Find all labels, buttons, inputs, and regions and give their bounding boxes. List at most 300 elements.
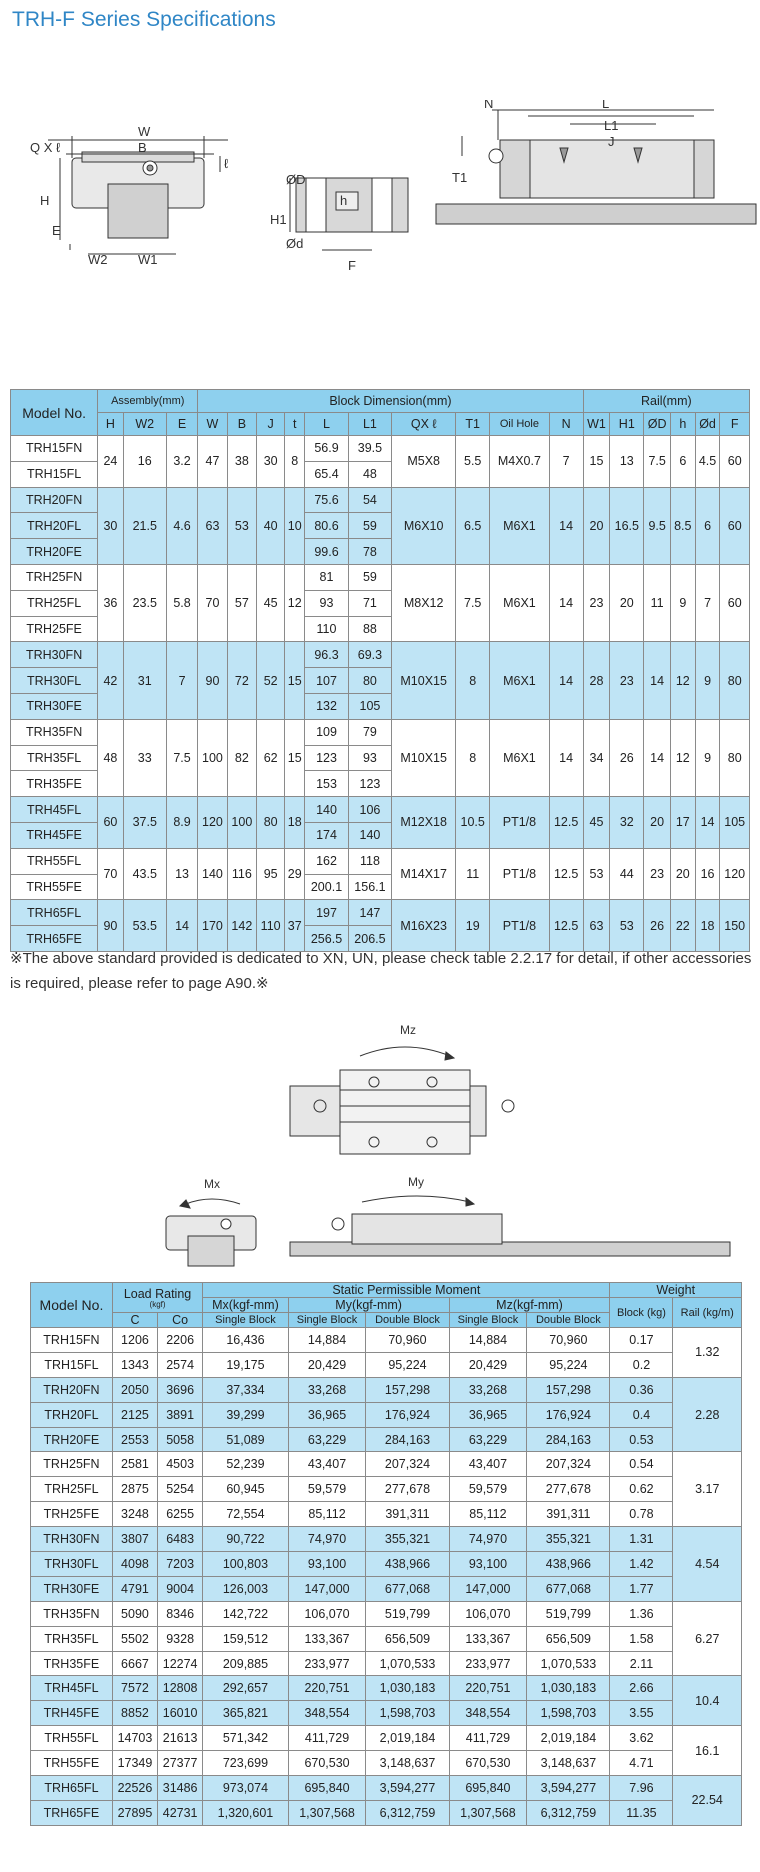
table-cell: 159,512 <box>203 1626 288 1651</box>
table-cell: 8346 <box>158 1601 203 1626</box>
table-cell: 70,960 <box>366 1328 449 1353</box>
table-cell: 12274 <box>158 1651 203 1676</box>
header-single-block: Single Block <box>288 1313 366 1328</box>
table-cell: 209,885 <box>203 1651 288 1676</box>
table-cell: 53 <box>610 900 644 952</box>
header-weight: Weight <box>610 1283 742 1298</box>
table-row <box>31 1352 742 1377</box>
model-cell: TRH65FE <box>11 926 98 952</box>
table-cell: 37 <box>285 900 305 952</box>
table-cell: 14 <box>644 642 671 719</box>
table-cell: 1.58 <box>610 1626 673 1651</box>
table-cell: 973,074 <box>203 1776 288 1801</box>
table-row <box>31 1676 742 1701</box>
table-cell: 4.71 <box>610 1751 673 1776</box>
table-cell: 52 <box>257 642 285 719</box>
table-cell: 8 <box>456 719 490 796</box>
table-cell: 12808 <box>158 1676 203 1701</box>
table-cell: 16.5 <box>610 487 644 564</box>
table-cell: 15 <box>285 642 305 719</box>
table-row <box>31 1477 742 1502</box>
table-cell: 51,089 <box>203 1427 288 1452</box>
table-cell: 60,945 <box>203 1477 288 1502</box>
header-double-block: Double Block <box>366 1313 449 1328</box>
table-cell: 116 <box>227 848 256 900</box>
table-cell: 79 <box>348 719 391 745</box>
table-row <box>31 1427 742 1452</box>
table-cell: 107 <box>305 668 348 694</box>
table-cell: M6X1 <box>490 564 549 641</box>
column-header: H1 <box>610 413 644 436</box>
table-cell: 12.5 <box>549 797 583 849</box>
table-cell: 2,019,184 <box>527 1726 610 1751</box>
table-cell: 15 <box>583 436 610 488</box>
table-cell: 14 <box>549 487 583 564</box>
table-cell: 11.35 <box>610 1800 673 1825</box>
column-header: E <box>166 413 197 436</box>
table-cell: 1,307,568 <box>288 1800 366 1825</box>
header-model-no: Model No. <box>11 390 98 436</box>
model-cell: TRH20FE <box>31 1427 113 1452</box>
table-cell: 23 <box>583 564 610 641</box>
table-cell: 70 <box>198 564 227 641</box>
table-cell: 118 <box>348 848 391 874</box>
table-cell: M4X0.7 <box>490 436 549 488</box>
table-cell: 220,751 <box>288 1676 366 1701</box>
table-cell: 90 <box>198 642 227 719</box>
table-cell: 6,312,759 <box>527 1800 610 1825</box>
rail-weight-cell: 4.54 <box>673 1527 742 1602</box>
table-row <box>31 1552 742 1577</box>
table-cell: 670,530 <box>288 1751 366 1776</box>
table-row <box>31 1502 742 1527</box>
model-cell: TRH25FE <box>31 1502 113 1527</box>
label-l: L <box>602 100 610 111</box>
table-cell: 391,311 <box>366 1502 449 1527</box>
table-cell: 53 <box>227 487 256 564</box>
table-cell: 3248 <box>112 1502 157 1527</box>
table-cell: 147,000 <box>288 1576 366 1601</box>
table-row <box>11 848 750 874</box>
table-cell: PT1/8 <box>490 848 549 900</box>
table-cell: 23 <box>644 848 671 900</box>
table-cell: 1,598,703 <box>527 1701 610 1726</box>
table-cell: 60 <box>720 564 750 641</box>
table-row <box>11 797 750 823</box>
table-cell: 23 <box>610 642 644 719</box>
table-cell: 1,598,703 <box>366 1701 449 1726</box>
table-cell: 24 <box>98 436 123 488</box>
table-cell: 220,751 <box>449 1676 527 1701</box>
table-cell: 207,324 <box>366 1452 449 1477</box>
load-rating-table <box>30 1282 742 1826</box>
model-cell: TRH25FL <box>31 1477 113 1502</box>
table-cell: 106 <box>348 797 391 823</box>
table-cell: 57 <box>227 564 256 641</box>
model-cell: TRH35FE <box>31 1651 113 1676</box>
rail-weight-cell: 2.28 <box>673 1377 742 1452</box>
table-cell: 22 <box>670 900 695 952</box>
table-cell: 74,970 <box>449 1527 527 1552</box>
table-cell: 26 <box>610 719 644 796</box>
table-cell: 6.5 <box>456 487 490 564</box>
label-e: E <box>52 223 61 238</box>
header-single-block: Single Block <box>449 1313 527 1328</box>
table-cell: 28 <box>583 642 610 719</box>
table-cell: 7.96 <box>610 1776 673 1801</box>
model-cell: TRH30FN <box>31 1527 113 1552</box>
table-cell: 7203 <box>158 1552 203 1577</box>
table-cell: 3,594,277 <box>527 1776 610 1801</box>
table-row <box>31 1377 742 1402</box>
header-static-moment: Static Permissible Moment <box>203 1283 610 1298</box>
table-cell: 140 <box>348 822 391 848</box>
table-cell: 0.54 <box>610 1452 673 1477</box>
model-cell: TRH20FN <box>11 487 98 513</box>
table-header-row <box>11 390 750 413</box>
table-cell: 90 <box>98 900 123 952</box>
table-cell: 96.3 <box>305 642 348 668</box>
table-cell: 95 <box>257 848 285 900</box>
table-cell: 206.5 <box>348 926 391 952</box>
table-cell: 33,268 <box>449 1377 527 1402</box>
table-cell: 7.5 <box>644 436 671 488</box>
table-cell: 60 <box>98 797 123 849</box>
table-cell: 81 <box>305 564 348 590</box>
table-cell: 3696 <box>158 1377 203 1402</box>
column-header: F <box>720 413 750 436</box>
column-header: W2 <box>123 413 166 436</box>
table-row <box>11 719 750 745</box>
table-cell: 9328 <box>158 1626 203 1651</box>
header-my: My(kgf-mm) <box>288 1298 449 1313</box>
table-cell: M8X12 <box>392 564 456 641</box>
table-cell: 93,100 <box>288 1552 366 1577</box>
table-cell: 72,554 <box>203 1502 288 1527</box>
header-model-no: Model No. <box>31 1283 113 1328</box>
table-cell: 3.62 <box>610 1726 673 1751</box>
model-cell: TRH25FN <box>31 1452 113 1477</box>
table-cell: 4098 <box>112 1552 157 1577</box>
table-cell: 348,554 <box>288 1701 366 1726</box>
table-cell: 176,924 <box>366 1402 449 1427</box>
table-cell: 15 <box>285 719 305 796</box>
table-cell: 52,239 <box>203 1452 288 1477</box>
table-cell: 9.5 <box>644 487 671 564</box>
table-cell: 11 <box>644 564 671 641</box>
table-cell: 2875 <box>112 1477 157 1502</box>
model-cell: TRH45FL <box>11 797 98 823</box>
table-row <box>31 1701 742 1726</box>
table-cell: 7 <box>695 564 720 641</box>
table-cell: PT1/8 <box>490 900 549 952</box>
table-cell: 36,965 <box>449 1402 527 1427</box>
moment-diagram <box>0 1010 760 1272</box>
table-cell: 140 <box>305 797 348 823</box>
table-cell: 19 <box>456 900 490 952</box>
table-cell: 355,321 <box>527 1527 610 1552</box>
column-header: W1 <box>583 413 610 436</box>
dimension-diagram <box>0 100 760 300</box>
rail-weight-cell: 3.17 <box>673 1452 742 1527</box>
model-cell: TRH25FL <box>11 590 98 616</box>
model-cell: TRH15FL <box>11 461 98 487</box>
table-cell: 695,840 <box>288 1776 366 1801</box>
page-title: TRH-F Series Specifications <box>12 8 276 31</box>
table-cell: 53 <box>583 848 610 900</box>
column-header: L <box>305 413 348 436</box>
table-cell: 18 <box>285 797 305 849</box>
table-cell: 38 <box>227 436 256 488</box>
table-cell: 106,070 <box>449 1601 527 1626</box>
table-cell: 48 <box>348 461 391 487</box>
model-cell: TRH55FL <box>11 848 98 874</box>
table-row <box>31 1452 742 1477</box>
label-f: F <box>348 258 356 273</box>
model-cell: TRH35FL <box>11 745 98 771</box>
table-cell: 677,068 <box>366 1576 449 1601</box>
model-cell: TRH20FE <box>11 539 98 565</box>
table-cell: 2553 <box>112 1427 157 1452</box>
label-n: N <box>484 100 494 111</box>
table-cell: 1343 <box>112 1352 157 1377</box>
table-header-row <box>31 1283 742 1298</box>
table-cell: 14,884 <box>449 1328 527 1353</box>
table-cell: 7572 <box>112 1676 157 1701</box>
column-header: L1 <box>348 413 391 436</box>
column-header: ØD <box>644 413 671 436</box>
table-cell: 7 <box>549 436 583 488</box>
table-cell: 42 <box>98 642 123 719</box>
table-cell: 3.2 <box>166 436 197 488</box>
table-cell: 14 <box>549 564 583 641</box>
table-cell: 233,977 <box>449 1651 527 1676</box>
table-cell: 60 <box>720 487 750 564</box>
table-cell: M6X1 <box>490 719 549 796</box>
table-cell: 20,429 <box>288 1352 366 1377</box>
table-cell: 277,678 <box>527 1477 610 1502</box>
table-cell: 14 <box>166 900 197 952</box>
table-row <box>31 1776 742 1801</box>
table-cell: 42731 <box>158 1800 203 1825</box>
table-cell: 6483 <box>158 1527 203 1552</box>
table-row <box>31 1751 742 1776</box>
header-load-rating-label: Load Rating <box>123 1286 192 1301</box>
table-cell: 157,298 <box>527 1377 610 1402</box>
table-cell: 6255 <box>158 1502 203 1527</box>
column-header: H <box>98 413 123 436</box>
table-cell: 48 <box>98 719 123 796</box>
table-cell: 438,966 <box>366 1552 449 1577</box>
table-cell: 59 <box>348 513 391 539</box>
table-cell: 9 <box>695 719 720 796</box>
column-header: W <box>198 413 227 436</box>
table-cell: 82 <box>227 719 256 796</box>
table-cell: 59,579 <box>449 1477 527 1502</box>
table-cell: 1206 <box>112 1328 157 1353</box>
table-cell: M5X8 <box>392 436 456 488</box>
label-qxl: Q X ℓ <box>30 140 61 155</box>
table-cell: 365,821 <box>203 1701 288 1726</box>
table-cell: 30 <box>257 436 285 488</box>
table-row <box>31 1402 742 1427</box>
table-cell: 43,407 <box>449 1452 527 1477</box>
table-cell: 6 <box>695 487 720 564</box>
table-cell: 63,229 <box>449 1427 527 1452</box>
table-cell: 123 <box>348 771 391 797</box>
header-co: Co <box>158 1313 203 1328</box>
table-cell: 80 <box>720 719 750 796</box>
model-cell: TRH25FE <box>11 616 98 642</box>
footnote: ※The above standard provided is dedicated to XN, UN, please check table 2.2.17 for detail, if other accessories is required, please refer to page A90.※ <box>10 950 752 992</box>
table-cell: 3,594,277 <box>366 1776 449 1801</box>
table-cell: PT1/8 <box>490 797 549 849</box>
table-cell: M10X15 <box>392 719 456 796</box>
table-cell: 80 <box>720 642 750 719</box>
table-cell: 56.9 <box>305 436 348 462</box>
table-cell: 120 <box>198 797 227 849</box>
table-cell: 176,924 <box>527 1402 610 1427</box>
table-cell: 20 <box>644 797 671 849</box>
table-cell: 93,100 <box>449 1552 527 1577</box>
table-cell: 12.5 <box>549 848 583 900</box>
table-cell: 12.5 <box>549 900 583 952</box>
table-cell: 519,799 <box>527 1601 610 1626</box>
table-cell: 14 <box>695 797 720 849</box>
label-od-small: Ød <box>286 236 304 251</box>
table-cell: 153 <box>305 771 348 797</box>
header-block-kg: Block (kg) <box>610 1298 673 1328</box>
table-cell: 14 <box>549 719 583 796</box>
table-cell: 126,003 <box>203 1576 288 1601</box>
table-cell: 20 <box>670 848 695 900</box>
table-row <box>31 1601 742 1626</box>
column-header: T1 <box>456 413 490 436</box>
table-cell: 37,334 <box>203 1377 288 1402</box>
table-cell: 9 <box>695 642 720 719</box>
table-cell: 95,224 <box>366 1352 449 1377</box>
model-cell: TRH25FN <box>11 564 98 590</box>
table-cell: M6X1 <box>490 642 549 719</box>
table-cell: 19,175 <box>203 1352 288 1377</box>
table-cell: 411,729 <box>288 1726 366 1751</box>
table-cell: 133,367 <box>288 1626 366 1651</box>
table-row <box>11 487 750 513</box>
table-cell: 174 <box>305 822 348 848</box>
table-cell: 80 <box>257 797 285 849</box>
table-cell: 10 <box>285 487 305 564</box>
column-header: B <box>227 413 256 436</box>
rail-weight-cell: 16.1 <box>673 1726 742 1776</box>
table-row <box>31 1651 742 1676</box>
table-cell: 26 <box>644 900 671 952</box>
header-rail-kgm: Rail (kg/m) <box>673 1298 742 1328</box>
table-cell: 1,320,601 <box>203 1800 288 1825</box>
table-cell: 85,112 <box>449 1502 527 1527</box>
table-cell: 156.1 <box>348 874 391 900</box>
table-cell: 1.77 <box>610 1576 673 1601</box>
table-cell: 27377 <box>158 1751 203 1776</box>
table-cell: 45 <box>583 797 610 849</box>
rail-weight-cell: 10.4 <box>673 1676 742 1726</box>
table-cell: 21.5 <box>123 487 166 564</box>
table-cell: 1,030,183 <box>527 1676 610 1701</box>
table-cell: 5.5 <box>456 436 490 488</box>
model-cell: TRH55FL <box>31 1726 113 1751</box>
table-cell: 80 <box>348 668 391 694</box>
table-cell: 16010 <box>158 1701 203 1726</box>
table-cell: 1.42 <box>610 1552 673 1577</box>
table-cell: 5058 <box>158 1427 203 1452</box>
column-header: J <box>257 413 285 436</box>
table-cell: 277,678 <box>366 1477 449 1502</box>
table-cell: 99.6 <box>305 539 348 565</box>
table-cell: 132 <box>305 693 348 719</box>
table-cell: 1.36 <box>610 1601 673 1626</box>
table-cell: 60 <box>720 436 750 488</box>
table-cell: 36 <box>98 564 123 641</box>
table-cell: 53.5 <box>123 900 166 952</box>
table-cell: 5.8 <box>166 564 197 641</box>
table-cell: 39,299 <box>203 1402 288 1427</box>
table-cell: 37.5 <box>123 797 166 849</box>
table-cell: 110 <box>305 616 348 642</box>
label-h: H <box>40 193 50 208</box>
table-cell: 207,324 <box>527 1452 610 1477</box>
model-cell: TRH45FL <box>31 1676 113 1701</box>
table-cell: 256.5 <box>305 926 348 952</box>
table-cell: 23.5 <box>123 564 166 641</box>
table-cell: 110 <box>257 900 285 952</box>
model-cell: TRH15FN <box>11 436 98 462</box>
table-cell: 33,268 <box>288 1377 366 1402</box>
label-mz: Mz <box>400 1023 416 1037</box>
model-cell: TRH65FL <box>31 1776 113 1801</box>
table-cell: 39.5 <box>348 436 391 462</box>
table-cell: 11 <box>456 848 490 900</box>
table-cell: 5502 <box>112 1626 157 1651</box>
column-header: Ød <box>695 413 720 436</box>
table-cell: 8 <box>456 642 490 719</box>
table-cell: M16X23 <box>392 900 456 952</box>
table-cell: 723,699 <box>203 1751 288 1776</box>
table-cell: 21613 <box>158 1726 203 1751</box>
table-cell: 670,530 <box>449 1751 527 1776</box>
table-row <box>31 1626 742 1651</box>
table-cell: 8.5 <box>670 487 695 564</box>
table-cell: 88 <box>348 616 391 642</box>
table-cell: 105 <box>720 797 750 849</box>
header-mz: Mz(kgf-mm) <box>449 1298 610 1313</box>
table-cell: 2206 <box>158 1328 203 1353</box>
table-cell: 677,068 <box>527 1576 610 1601</box>
model-cell: TRH35FN <box>11 719 98 745</box>
table-cell: 109 <box>305 719 348 745</box>
model-cell: TRH35FN <box>31 1601 113 1626</box>
table-cell: 78 <box>348 539 391 565</box>
table-cell: 44 <box>610 848 644 900</box>
model-cell: TRH20FL <box>31 1402 113 1427</box>
table-cell: 7 <box>166 642 197 719</box>
label-od-big: ØD <box>286 172 306 187</box>
header-assembly: Assembly(mm) <box>98 390 198 413</box>
table-cell: 27895 <box>112 1800 157 1825</box>
model-cell: TRH45FE <box>31 1701 113 1726</box>
table-cell: 63 <box>198 487 227 564</box>
table-cell: 1.31 <box>610 1527 673 1552</box>
table-cell: 14,884 <box>288 1328 366 1353</box>
table-cell: 93 <box>305 590 348 616</box>
